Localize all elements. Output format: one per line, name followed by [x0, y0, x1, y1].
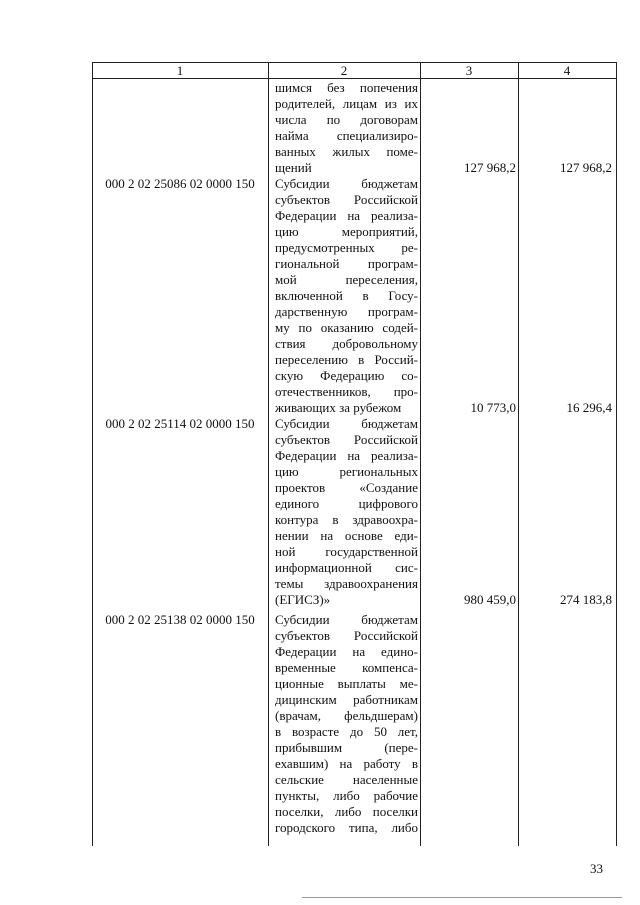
- row-1-desc-line: отечественников, про-: [275, 384, 418, 399]
- row-1-desc-line: живающих за рубежом: [275, 400, 402, 415]
- row-0-desc-line: шимся без попечения: [275, 80, 418, 95]
- footer-rule: [302, 897, 622, 898]
- row-0-value-4: 127 968,2: [560, 160, 612, 175]
- row-1-desc-line: гиональной програм-: [275, 256, 418, 271]
- row-3-desc-line: ционные выплаты ме-: [275, 676, 418, 691]
- page-number: 33: [590, 861, 603, 876]
- row-1-desc-line: цию мероприятий,: [275, 224, 418, 239]
- row-1-code: 000 2 02 25086 02 0000 150: [105, 176, 255, 191]
- row-3-desc-line: ехавшим) на работу в: [275, 756, 418, 771]
- row-2-desc-line: Федерации на реализа-: [275, 448, 418, 463]
- row-3-desc-line: Федерации на едино-: [275, 644, 418, 659]
- row-2-desc-line: цию региональных: [275, 464, 418, 479]
- row-3-desc-line: временные компенса-: [275, 660, 418, 675]
- column-header-1: 1: [176, 63, 184, 78]
- row-2-desc-line: ной государственной: [275, 544, 418, 559]
- header-bottom-border: [92, 78, 616, 79]
- row-0-description: [275, 80, 418, 176]
- row-1-desc-line: Федерации на реализа-: [275, 208, 418, 223]
- table-right-border: [616, 62, 617, 846]
- column-divider-2: [420, 62, 421, 846]
- row-2-desc-line: нении на основе еди-: [275, 528, 418, 543]
- row-3-desc-line: субъектов Российской: [275, 628, 418, 643]
- row-2-desc-line: субъектов Российской: [275, 432, 418, 447]
- row-3-code: 000 2 02 25138 02 0000 150: [105, 612, 255, 627]
- row-3-desc-line: городского типа, либо: [275, 820, 418, 835]
- row-1-desc-line: скую Федерацию со-: [275, 368, 418, 383]
- column-header-4: 4: [563, 63, 571, 78]
- row-1-desc-line: Субсидии бюджетам: [275, 176, 418, 191]
- row-3-desc-line: Субсидии бюджетам: [275, 612, 418, 627]
- row-1-description: [275, 176, 418, 416]
- row-2-desc-line: информационной сис-: [275, 560, 418, 575]
- row-2-desc-line: проектов «Создание: [275, 480, 418, 495]
- row-1-value-3: 10 773,0: [470, 400, 516, 415]
- row-3-desc-line: (врачам, фельдшерам): [275, 708, 418, 723]
- row-1-desc-line: му по оказанию содей-: [275, 320, 418, 335]
- row-2-desc-line: единого цифрового: [275, 496, 418, 511]
- row-2-value-4: 274 183,8: [560, 592, 612, 607]
- row-2-value-3: 980 459,0: [464, 592, 516, 607]
- row-3-desc-line: поселки, либо поселки: [275, 804, 418, 819]
- row-1-desc-line: мой переселения,: [275, 272, 418, 287]
- row-3-description: [275, 612, 418, 836]
- row-2-description: [275, 416, 418, 608]
- row-1-desc-line: дарственную програм-: [275, 304, 418, 319]
- column-header-2: 2: [340, 63, 348, 78]
- row-0-desc-line: щений: [275, 160, 312, 175]
- row-3-desc-line: пункты, либо рабочие: [275, 788, 418, 803]
- row-0-desc-line: найма специализиро-: [275, 128, 418, 143]
- row-2-desc-line: контура в здравоохра-: [275, 512, 418, 527]
- row-1-desc-line: предусмотренных ре-: [275, 240, 418, 255]
- row-3-desc-line: дицинским работникам: [275, 692, 418, 707]
- row-1-desc-line: ствия добровольному: [275, 336, 418, 351]
- row-1-desc-line: переселению в Россий-: [275, 352, 418, 367]
- row-1-desc-line: субъектов Российской: [275, 192, 418, 207]
- row-3-desc-line: сельские населенные: [275, 772, 418, 787]
- row-2-desc-line: Субсидии бюджетам: [275, 416, 418, 431]
- row-0-value-3: 127 968,2: [464, 160, 516, 175]
- row-1-desc-line: включенной в Госу-: [275, 288, 418, 303]
- row-3-desc-line: прибывшим (пере-: [275, 740, 418, 755]
- column-divider-1: [268, 62, 269, 846]
- column-header-3: 3: [465, 63, 473, 78]
- row-0-desc-line: родителей, лицам из их: [275, 96, 418, 111]
- row-2-desc-line: темы здравоохранения: [275, 576, 418, 591]
- row-0-desc-line: числа по договорам: [275, 112, 418, 127]
- column-divider-3: [518, 62, 519, 846]
- row-2-desc-line: (ЕГИСЗ)»: [275, 592, 331, 607]
- row-1-value-4: 16 296,4: [566, 400, 612, 415]
- row-0-desc-line: ванных жилых поме-: [275, 144, 418, 159]
- row-3-desc-line: в возрасте до 50 лет,: [275, 724, 418, 739]
- row-2-code: 000 2 02 25114 02 0000 150: [105, 416, 255, 431]
